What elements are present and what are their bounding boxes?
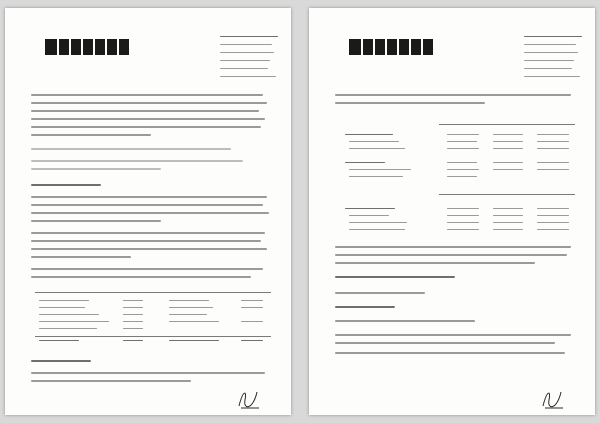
closing-paragraphs: [31, 360, 271, 386]
letterhead-address: [524, 36, 586, 86]
body-paragraphs: [335, 246, 575, 346]
section-paragraphs: [31, 184, 271, 284]
logo: [349, 38, 433, 56]
document-page-left: [5, 8, 291, 415]
intro-paragraphs: [335, 94, 575, 114]
signature: [539, 386, 567, 412]
intro-paragraphs: [31, 94, 271, 174]
letterhead-address: [220, 36, 282, 86]
summary-table: [35, 292, 271, 348]
figures-table: [339, 118, 575, 238]
document-page-right: [309, 8, 595, 415]
logo: [45, 38, 129, 56]
signature: [235, 386, 263, 412]
closing-paragraphs: [335, 352, 575, 364]
